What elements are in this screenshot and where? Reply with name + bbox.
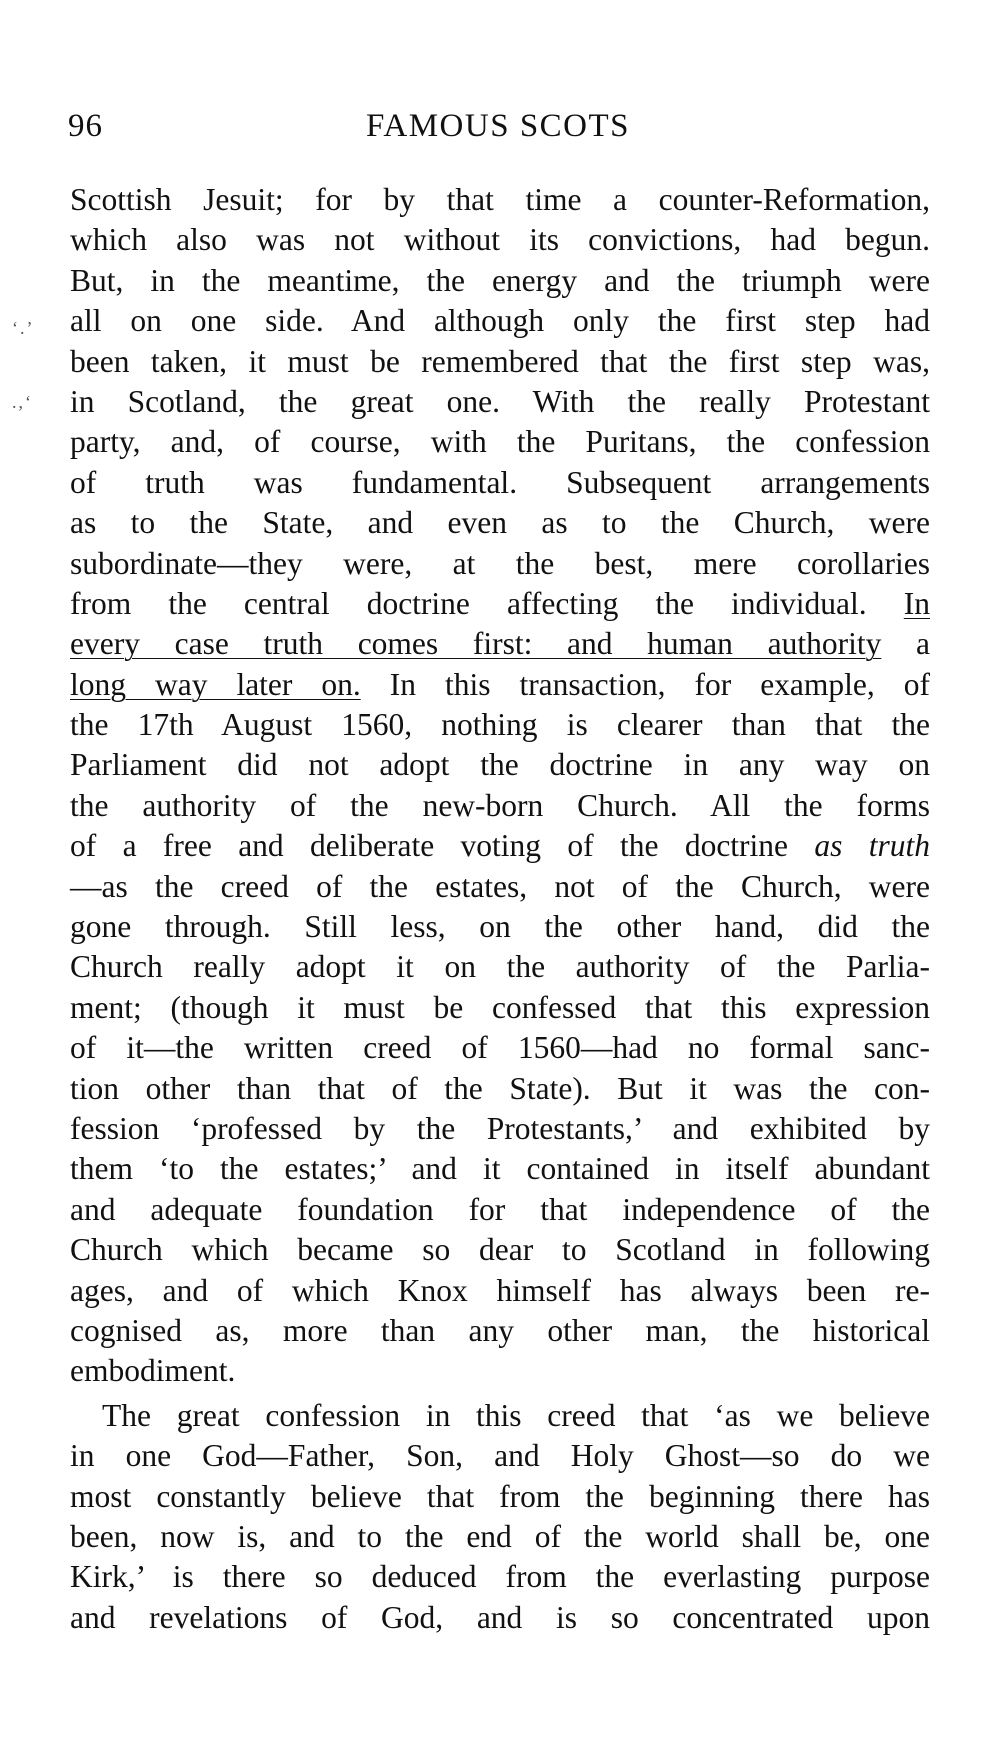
text-segment: of a free and deliberate voting of the doctrine xyxy=(70,828,789,864)
text-line: cognised as, more than any other man, the historical xyxy=(70,1312,930,1348)
text-line: The great confession in this creed that ‘as we believe xyxy=(102,1397,930,1433)
text-segment: from the central doctrine affecting the individual. xyxy=(70,585,867,621)
text-line: tion other than that of the State). But it was the con- xyxy=(70,1070,930,1106)
text-line xyxy=(70,665,930,705)
underlined-text: long way later on. xyxy=(70,666,361,702)
text-line: Church really adopt it on the authority of the Parlia- xyxy=(70,949,930,985)
text-line: the 17th August 1560, nothing is clearer than that the xyxy=(70,707,930,743)
text-line: all on one side. And although only the first step had xyxy=(70,303,930,339)
text-line: of it—the written creed of 1560—had no formal sanc- xyxy=(70,1030,930,1066)
text-line: embodiment. xyxy=(70,1353,236,1389)
text-line xyxy=(70,826,930,866)
text-line: which also was not without its convictions, had begun. xyxy=(70,222,930,258)
body-text xyxy=(70,180,930,1638)
paragraph-2 xyxy=(70,1396,930,1638)
margin-mark: .,‘ xyxy=(12,392,33,412)
text-line: Kirk,’ is there so deduced from the everlasting purpose xyxy=(70,1559,930,1595)
text-segment: a xyxy=(916,626,930,662)
text-line: been taken, it must be remembered that the first step was, xyxy=(70,343,930,379)
text-line: —as the creed of the estates, not of the Church, were xyxy=(70,868,930,904)
underlined-text: In xyxy=(903,585,931,621)
text-line: been, now is, and to the end of the world shall be, one xyxy=(70,1518,930,1554)
text-line xyxy=(70,584,930,624)
text-line xyxy=(70,624,930,664)
text-line: the authority of the new-born Church. All the forms xyxy=(70,787,930,823)
running-title: FAMOUS SCOTS xyxy=(365,108,631,144)
text-line: subordinate—they were, at the best, mere corollaries xyxy=(70,545,930,581)
text-line: Parliament did not adopt the doctrine in any way on xyxy=(70,747,930,783)
paragraph-1 xyxy=(70,180,930,1392)
running-head xyxy=(68,108,928,158)
text-line: of truth was fundamental. Subsequent arrangements xyxy=(70,464,930,500)
text-line: and revelations of God, and is so concentrated upon xyxy=(70,1599,930,1635)
underlined-text: every case truth comes first: and human authority xyxy=(70,626,882,662)
text-line: in Scotland, the great one. With the really Protestant xyxy=(70,383,930,419)
text-line: Scottish Jesuit; for by that time a counter-Reformation, xyxy=(70,182,930,217)
text-line: ages, and of which Knox himself has always been re- xyxy=(70,1272,930,1308)
margin-mark: ‘.’ xyxy=(12,318,35,338)
page-number: 96 xyxy=(68,108,103,144)
text-line: fession ‘professed by the Protestants,’ and exhibited by xyxy=(70,1110,930,1146)
text-segment: In this transaction, for example, of xyxy=(389,666,930,702)
text-line: and adequate foundation for that independence of the xyxy=(70,1191,930,1227)
text-line: in one God—Father, Son, and Holy Ghost—so do we xyxy=(70,1438,930,1474)
text-line: gone through. Still less, on the other hand, did the xyxy=(70,909,930,945)
text-line: But, in the meantime, the energy and the triumph were xyxy=(70,262,930,298)
text-line: Church which became so dear to Scotland in following xyxy=(70,1232,930,1268)
italic-text: as truth xyxy=(814,828,931,864)
text-line: them ‘to the estates;’ and it contained in itself abundant xyxy=(70,1151,930,1187)
text-line: as to the State, and even as to the Church, were xyxy=(70,505,930,541)
text-line: ment; (though it must be confessed that this expression xyxy=(70,989,930,1025)
text-line: most constantly believe that from the beginning there has xyxy=(70,1478,930,1514)
text-line: party, and, of course, with the Puritans, the confession xyxy=(70,424,930,460)
